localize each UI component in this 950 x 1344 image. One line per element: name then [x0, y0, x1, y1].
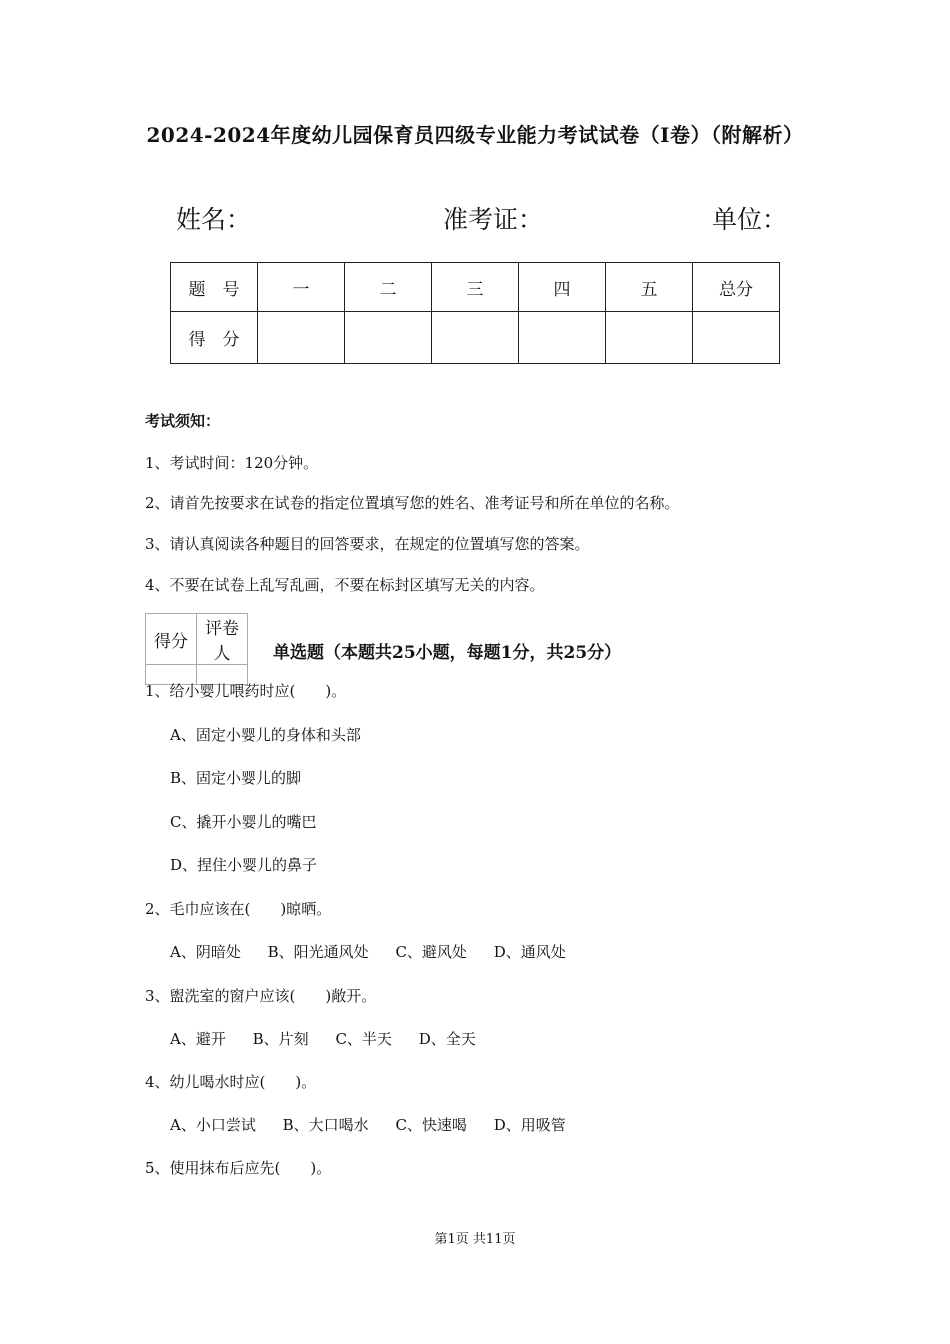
exam-note-item: 1、考试时间：120分钟。	[145, 454, 319, 472]
info-fields	[0, 200, 950, 240]
question-option: A、阴暗处	[170, 943, 241, 961]
exam-notes-heading: 考试须知：	[145, 412, 221, 430]
name-field-label: 姓名：	[176, 205, 252, 234]
question-text: 4、幼儿喝水时应( )。	[145, 1073, 317, 1091]
question-option: D、通风处	[493, 943, 566, 961]
grader-score-label: 得分	[146, 614, 197, 665]
question-option: B、片刻	[252, 1030, 309, 1048]
question-option: A、避开	[170, 1030, 226, 1048]
question-option: A、固定小婴儿的身体和头部	[170, 726, 361, 744]
exam-note-item: 3、请认真阅读各种题目的回答要求，在规定的位置填写您的答案。	[145, 535, 590, 553]
score-header-cell: 四	[519, 263, 606, 312]
question-option: C、快速喝	[395, 1116, 467, 1134]
question-options-row	[170, 1114, 588, 1135]
question-option: D、用吸管	[493, 1116, 566, 1134]
score-cell[interactable]	[432, 312, 519, 364]
score-row-label: 得 分	[171, 312, 258, 364]
score-header-cell: 总分	[693, 263, 780, 312]
exam-id-field-label: 准考证：	[443, 205, 544, 234]
question-option: C、避风处	[395, 943, 467, 961]
question-option: C、半天	[335, 1030, 392, 1048]
score-cell[interactable]	[519, 312, 606, 364]
score-header-cell: 三	[432, 263, 519, 312]
grader-reviewer-label: 评卷人	[197, 614, 248, 665]
exam-note-item: 4、不要在试卷上乱写乱画，不要在标封区填写无关的内容。	[145, 576, 545, 594]
score-table	[170, 262, 780, 364]
question-option: A、小口尝试	[170, 1116, 256, 1134]
score-header-cell: 二	[345, 263, 432, 312]
score-cell[interactable]	[345, 312, 432, 364]
question-text: 5、使用抹布后应先( )。	[145, 1159, 332, 1177]
question-options-row	[170, 1028, 498, 1049]
question-option: D、全天	[418, 1030, 476, 1048]
question-option: B、固定小婴儿的脚	[170, 769, 302, 787]
question-text: 3、盥洗室的窗户应该( )敞开。	[145, 987, 377, 1005]
question-option: B、阳光通风处	[267, 943, 369, 961]
score-header-cell: 五	[606, 263, 693, 312]
score-cell[interactable]	[693, 312, 780, 364]
question-text: 2、毛巾应该在( )晾晒。	[145, 900, 332, 918]
score-cell[interactable]	[258, 312, 345, 364]
question-option: D、捏住小婴儿的鼻子	[170, 856, 318, 874]
question-text: 1、给小婴儿喂药时应( )。	[145, 682, 347, 700]
score-table-header-row	[171, 263, 780, 312]
exam-note-item: 2、请首先按要求在试卷的指定位置填写您的姓名、准考证号和所在单位的名称。	[145, 494, 680, 512]
score-cell[interactable]	[606, 312, 693, 364]
score-header-cell: 题 号	[171, 263, 258, 312]
grader-box	[145, 613, 248, 685]
section-heading: 单选题（本题共25小题，每题1分，共25分）	[273, 643, 622, 663]
question-option: B、大口喝水	[282, 1116, 369, 1134]
score-header-cell: 一	[258, 263, 345, 312]
question-options-row	[170, 941, 588, 962]
question-option: C、撬开小婴儿的嘴巴	[170, 813, 317, 831]
page-title: 2024-2024年度幼儿园保育员四级专业能力考试试卷（I卷）（附解析）	[146, 123, 804, 147]
page-footer: 第1页 共11页	[434, 1232, 516, 1247]
score-table-score-row	[171, 312, 780, 364]
unit-field-label: 单位：	[712, 205, 788, 234]
